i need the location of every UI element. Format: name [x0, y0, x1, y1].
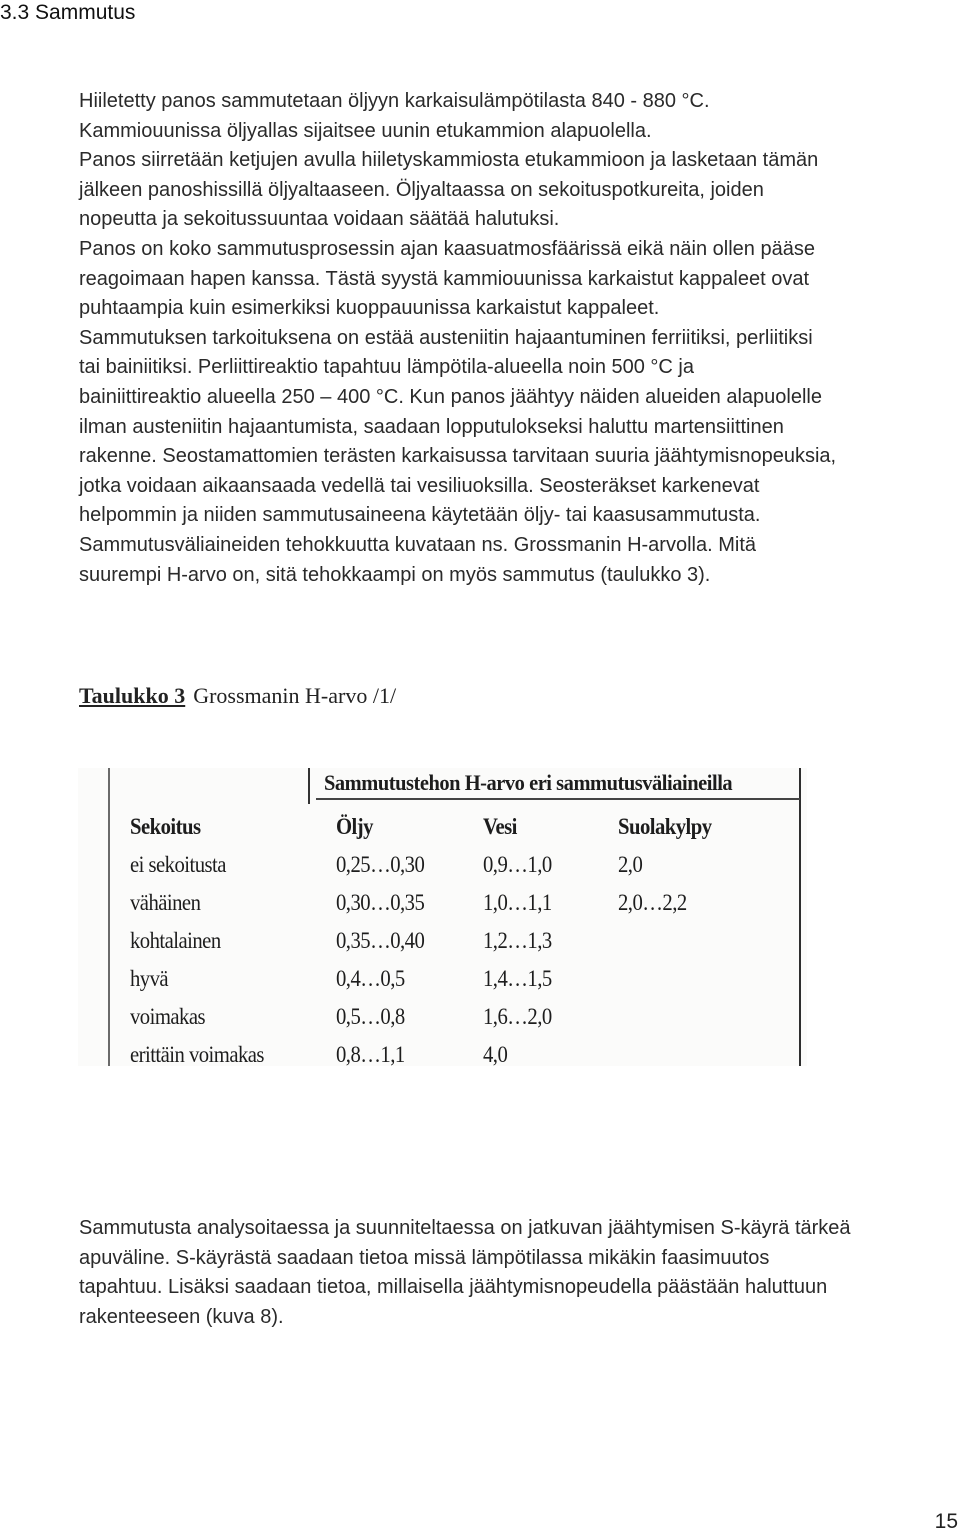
page-number: 15 — [934, 1510, 958, 1533]
table-border-right — [799, 768, 801, 1066]
table-cell: 0,25…0,30 — [336, 852, 425, 877]
table-title-rule — [316, 798, 800, 800]
text-line: Sammutusta analysoitaessa ja suunniteltaessa on jatkuvan jäähtymisen S-käyrä tärkeä — [79, 1217, 851, 1239]
text-line: Sammutuksen tarkoituksena on estää austeniitin hajaantuminen ferriitiksi, perliitiksi — [79, 326, 813, 349]
text-line: Hiiletetty panos sammutetaan öljyyn karkaisulämpötilasta 840 - 880 °C. — [79, 90, 710, 112]
closing-paragraph — [79, 1214, 851, 1332]
text-line: rakenteeseen (kuva 8). — [79, 1305, 284, 1328]
text-line: nopeutta ja sekoitussuuntaa voidaan säätää halutuksi. — [79, 208, 560, 231]
text-line: reagoimaan hapen kanssa. Tästä syystä kammiouunissa karkaistut kappaleet ovat — [79, 267, 810, 290]
text-line: apuväline. S-käyrästä saadaan tietoa missä lämpötilassa mikäkin faasimuutos — [79, 1246, 770, 1269]
table-cell: 4,0 — [483, 1042, 508, 1066]
header-sekoitus: Sekoitus — [130, 814, 201, 839]
text-line: helpommin ja niiden sammutusaineena käytetään öljy- tai kaasusammutusta. — [79, 504, 761, 527]
table-cell: 0,5…0,8 — [336, 1004, 405, 1029]
text-line: Kammiouunissa öljyallas sijaitsee uunin etukammion alapuolella. — [79, 119, 652, 142]
table-cell: ei sekoitusta — [130, 852, 226, 877]
text-line: puhtaampia kuin esimerkiksi kuoppauunissa karkaistut kappaleet. — [79, 297, 660, 320]
header-vesi: Vesi — [483, 814, 517, 839]
text-line: bainiittireaktio alueella 250 – 400 °C. Kun panos jäähtyy näiden alueiden alapuolelle — [79, 385, 822, 408]
table-cell: 0,4…0,5 — [336, 966, 405, 991]
table-cell: 1,2…1,3 — [483, 928, 552, 953]
scanned-table-image — [78, 768, 807, 1066]
table-border-left — [108, 768, 110, 1066]
text-line: ilman austeniitin hajaantumista, saadaan lopputulokseksi haluttu martensiittinen — [79, 415, 784, 438]
table-cell: 0,8…1,1 — [336, 1042, 405, 1066]
header-oljy: Öljy — [336, 814, 373, 839]
table-cell: 2,0 — [618, 852, 643, 877]
table-cell: 1,4…1,5 — [483, 966, 552, 991]
table-border-mid — [308, 768, 310, 804]
table-cell: 0,30…0,35 — [336, 890, 425, 915]
table-cell: 1,0…1,1 — [483, 890, 552, 915]
text-line: suurempi H-arvo on, sitä tehokkaampi on myös sammutus (taulukko 3). — [79, 563, 711, 586]
text-line: tai bainiitiksi. Perliittireaktio tapahtuu lämpötila-alueella noin 500 °C ja — [79, 356, 694, 379]
text-line: rakenne. Seostamattomien terästen karkaisussa tarvitaan suuria jäähtymisnopeuksia, — [79, 445, 837, 468]
table-cell: vähäinen — [130, 890, 201, 915]
table-cell: 0,9…1,0 — [483, 852, 552, 877]
table-cell: voimakas — [130, 1004, 206, 1029]
section-heading: 3.3 Sammutus — [0, 1, 136, 24]
text-line: Panos on koko sammutusprosessin ajan kaasuatmosfäärissä eikä näin ollen pääse — [79, 237, 815, 260]
text-line: jotka voidaan aikaansaada vedellä tai vesiliuoksilla. Seosteräkset karkenevat — [79, 474, 760, 497]
text-line: Sammutusväliaineiden tehokkuutta kuvataan ns. Grossmanin H-arvolla. Mitä — [79, 533, 756, 556]
table-cell: 1,6…2,0 — [483, 1004, 552, 1029]
table-cell: kohtalainen — [130, 928, 221, 953]
caption-label: Taulukko 3 — [79, 683, 186, 708]
intro-paragraph — [79, 87, 836, 590]
caption-text: Grossmanin H-arvo /1/ — [193, 683, 397, 708]
table-cell: hyvä — [130, 966, 169, 991]
header-suolakylpy: Suolakylpy — [618, 814, 712, 839]
table-caption — [79, 681, 396, 711]
text-line: jälkeen panoshissillä öljyaltaaseen. Öljyaltaassa on sekoituspotkureita, joiden — [79, 178, 764, 201]
table-cell: 0,35…0,40 — [336, 928, 425, 953]
text-line: tapahtuu. Lisäksi saadaan tietoa, millaisella jäähtymisnopeudella päästään haluttuun — [79, 1276, 828, 1299]
table-title: Sammutustehon H-arvo eri sammutusväliaineilla — [324, 770, 733, 795]
text-line: Panos siirretään ketjujen avulla hiiletyskammiosta etukammioon ja lasketaan tämän — [79, 149, 819, 172]
table-cell: 2,0…2,2 — [618, 890, 687, 915]
table-cell: erittäin voimakas — [130, 1042, 264, 1066]
